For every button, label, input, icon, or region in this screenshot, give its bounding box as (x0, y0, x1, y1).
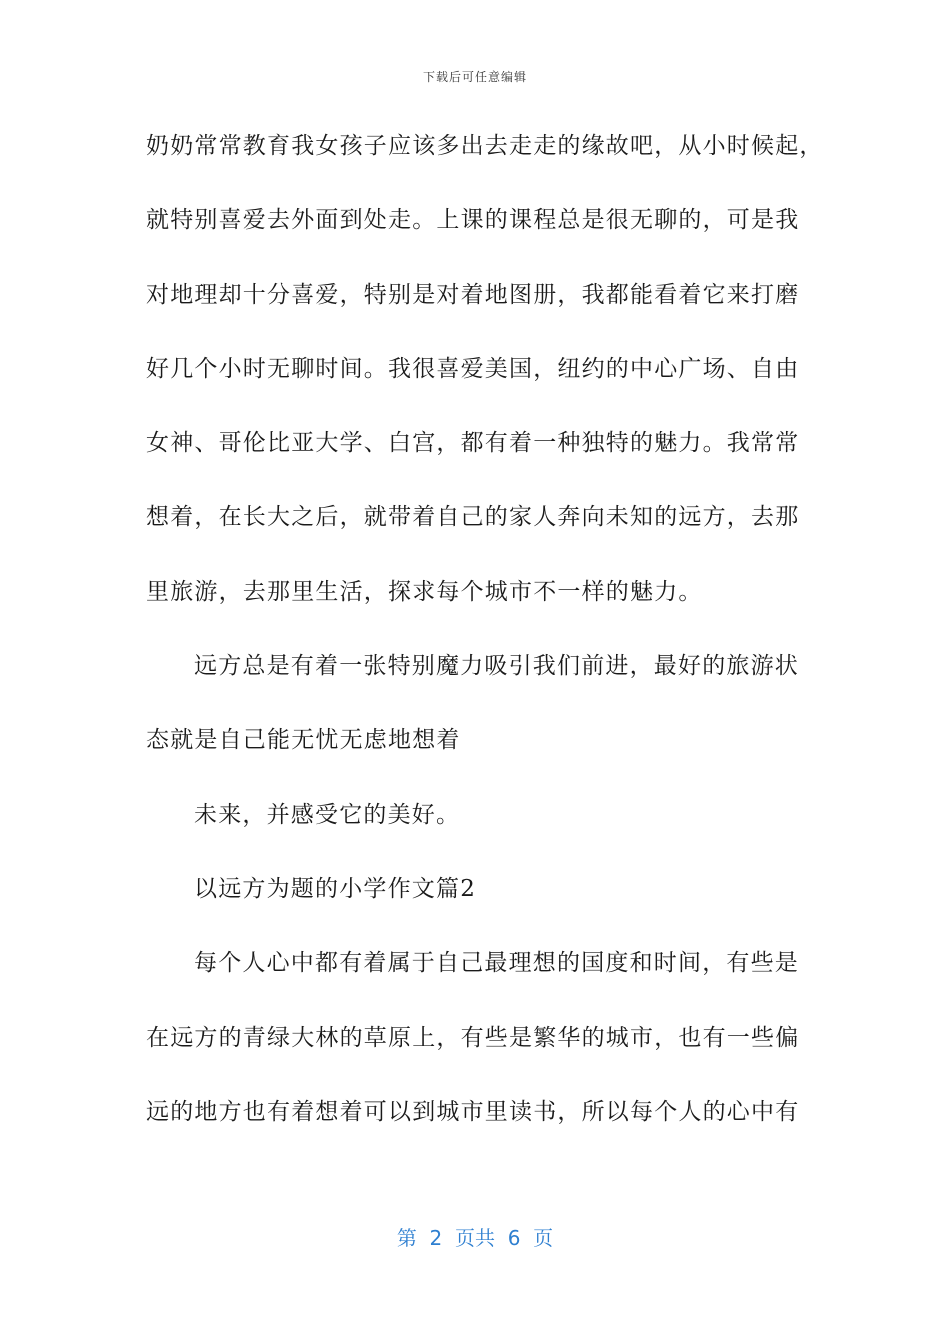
page-number-footer: 第 2 页共 6 页 (396, 1226, 554, 1250)
paragraph-start-line: 未来，并感受它的美好。 (194, 801, 461, 828)
text-line: 在远方的青绿大林的草原上，有些是繁华的城市，也有一些偏 (146, 1024, 800, 1051)
text-line: 就特别喜爱去外面到处走。上课的课程总是很无聊的，可是我 (146, 207, 800, 234)
text-line: 态就是自己能无忧无虑地想着 (146, 727, 461, 754)
text-line: 奶奶常常教育我女孩子应该多出去走走的缘故吧，从小时候起， (146, 133, 824, 159)
section-heading: 以远方为题的小学作文篇2 (194, 875, 477, 902)
header-note: 下载后可任意编辑 (422, 70, 527, 84)
body-text (146, 120, 824, 1160)
text-line: 远的地方也有着想着可以到城市里读书，所以每个人的心中有 (146, 1098, 800, 1125)
text-line: 对地理却十分喜爱，特别是对着地图册，我都能看着它来打磨 (146, 281, 800, 308)
text-line: 想着，在长大之后，就带着自己的家人奔向未知的远方，去那 (146, 504, 800, 531)
text-line: 女神、哥伦比亚大学、白宫，都有着一种独特的魅力。我常常 (146, 430, 800, 457)
text-line: 里旅游，去那里生活，探求每个城市不一样的魅力。 (146, 578, 703, 605)
text-line: 好几个小时无聊时间。我很喜爱美国，纽约的中心广场、自由 (146, 355, 800, 382)
paragraph-start-line: 远方总是有着一张特别魔力吸引我们前进，最好的旅游状 (194, 653, 799, 680)
paragraph-start-line: 每个人心中都有着属于自己最理想的国度和时间，有些是 (194, 950, 799, 977)
